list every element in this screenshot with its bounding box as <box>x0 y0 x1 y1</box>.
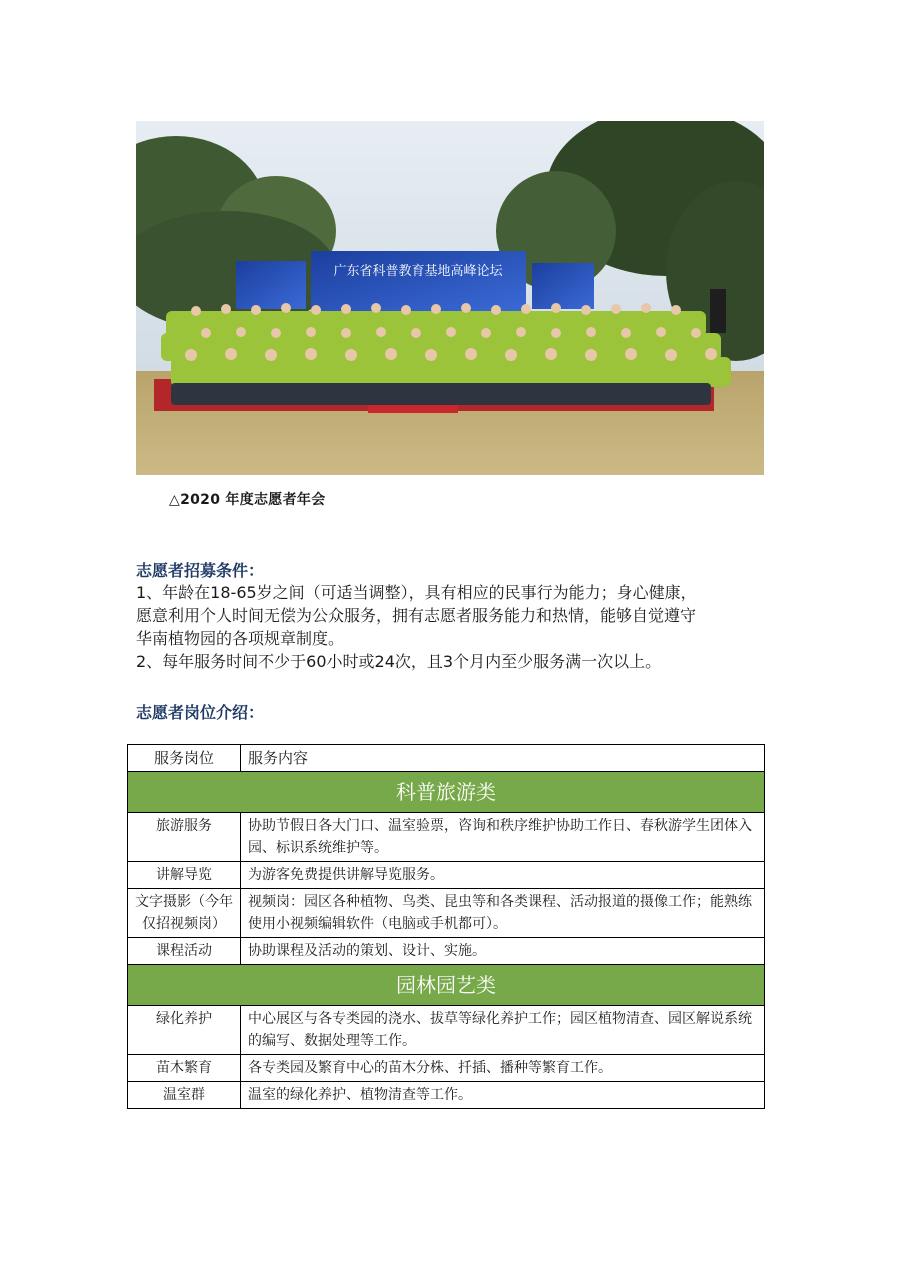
table-row <box>128 938 765 965</box>
table-row <box>128 862 765 889</box>
position-cell: 课程活动 <box>128 938 241 965</box>
position-cell: 苗木繁育 <box>128 1055 241 1082</box>
position-cell: 温室群 <box>128 1082 241 1109</box>
recruit-line: 华南植物园的各项规章制度。 <box>136 629 345 648</box>
photo-caption: △2020 年度志愿者年会 <box>169 492 326 508</box>
table-row <box>128 813 765 862</box>
category-row <box>128 772 765 813</box>
table-row <box>128 889 765 938</box>
category-row <box>128 965 765 1006</box>
position-cell: 讲解导览 <box>128 862 241 889</box>
column-header-position: 服务岗位 <box>128 745 241 772</box>
recruit-conditions <box>136 581 770 673</box>
content-cell: 中心展区与各专类园的浇水、拔草等绿化养护工作；园区植物清查、园区解说系统的编写、数据处理等工作。 <box>241 1006 765 1055</box>
positions-table <box>127 744 765 1109</box>
recruit-heading: 志愿者招募条件： <box>136 561 265 580</box>
table-row <box>128 1006 765 1055</box>
content-cell: 协助节假日各大门口、温室验票，咨询和秩序维护协助工作日、春秋游学生团体入园、标识系统维护等。 <box>241 813 765 862</box>
positions-heading: 志愿者岗位介绍： <box>136 703 265 722</box>
recruit-line: 1、年龄在18-65岁之间（可适当调整），具有相应的民事行为能力；身心健康， <box>136 583 697 602</box>
content-cell: 温室的绿化养护、植物清查等工作。 <box>241 1082 765 1109</box>
position-cell: 绿化养护 <box>128 1006 241 1055</box>
table-row <box>128 1082 765 1109</box>
position-cell: 旅游服务 <box>128 813 241 862</box>
table-header-row <box>128 745 765 772</box>
content-cell: 协助课程及活动的策划、设计、实施。 <box>241 938 765 965</box>
column-header-content: 服务内容 <box>241 745 765 772</box>
content-cell: 为游客免费提供讲解导览服务。 <box>241 862 765 889</box>
recruit-line: 愿意利用个人时间无偿为公众服务，拥有志愿者服务能力和热情，能够自觉遵守 <box>136 606 697 625</box>
category-label: 科普旅游类 <box>128 772 765 813</box>
stage-banner-text: 广东省科普教育基地高峰论坛 <box>333 264 503 279</box>
content-cell: 视频岗：园区各种植物、鸟类、昆虫等和各类课程、活动报道的摄像工作；能熟练使用小视频编辑软件（电脑或手机都可）。 <box>241 889 765 938</box>
content-cell: 各专类园及繁育中心的苗木分株、扦插、播种等繁育工作。 <box>241 1055 765 1082</box>
position-cell: 文字摄影（今年仅招视频岗） <box>128 889 241 938</box>
volunteer-group-photo <box>136 121 764 475</box>
category-label: 园林园艺类 <box>128 965 765 1006</box>
table-row <box>128 1055 765 1082</box>
recruit-line: 2、每年服务时间不少于60小时或24次，且3个月内至少服务满一次以上。 <box>136 652 662 671</box>
